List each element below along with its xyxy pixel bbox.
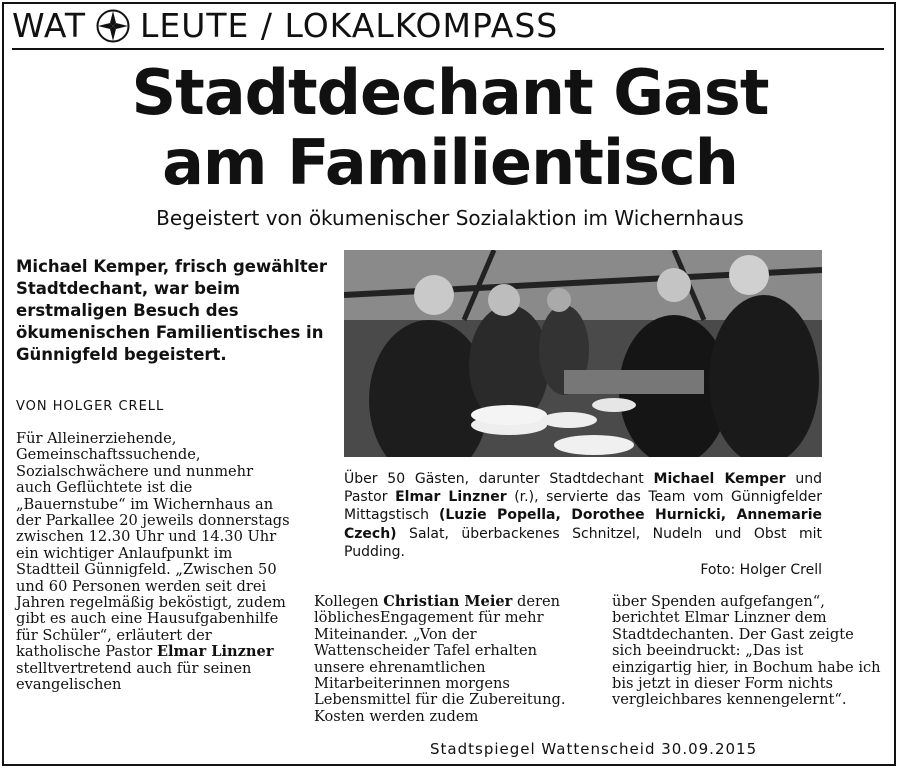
article-photo (344, 250, 822, 457)
headline-line-1: Stadtdechant Gast (131, 56, 769, 129)
subheadline: Begeistert von ökumenischer Sozialaktion im Wichernhaus (156, 206, 744, 230)
caption-person-names: (Luzie Popella, Dorothee Hurnicki, Annemarie Czech) (344, 507, 822, 542)
caption-text: und Pastor (344, 471, 822, 506)
photo-illustration (344, 250, 822, 457)
person-name: Elmar Linzner (156, 643, 274, 661)
section-header (12, 6, 884, 50)
lead-paragraph: Michael Kemper, frisch gewählter Stadtdechant, war beim erstmaligen Besuch des ökumenischen Familientisches in Günnigfeld begeistert. (16, 257, 327, 364)
photo-credit: Foto: Holger Crell (700, 562, 822, 579)
section-kicker (12, 6, 558, 46)
photo-caption (344, 470, 822, 579)
caption-text: Salat, überbackenes Schnitzel, Nudeln und Obst mit Pudding. (344, 525, 822, 560)
author-byline: VON HOLGER CRELL (16, 399, 165, 414)
caption-person-name: Michael Kemper (653, 471, 786, 487)
body-text: stelltvertretend auch für seinen evangelischen (16, 659, 252, 694)
headline (20, 58, 880, 198)
body-column-2 (314, 594, 582, 725)
caption-text: Über 50 Gästen, darunter Stadtdechant (344, 471, 654, 487)
kicker-right: LEUTE / LOKALKOMPASS (140, 6, 559, 45)
body-text: Kollegen (314, 593, 384, 610)
body-column-1 (16, 431, 293, 694)
source-footer: Stadtspiegel Wattenscheid 30.09.2015 (430, 740, 758, 758)
body-text: Für Alleinerziehende, Gemeinschaftssuchende, Sozialschwächere und nunmehr auch Geflüchtete ist die „Bauernstube“ im Wichernhaus an der Parkallee 20 jeweils donnerstags zwischen 12.30 Uhr und 14.30 Uhr ein wichtiger Anlaufpunkt im Stadtteil Günnigfeld. „Zwischen 50 und 60 Personen werden seit drei Jahren regelmäßig beköstigt, zudem gibt es auch eine Hausufgabenhilfe für Schüler“, erläutert der katholische Pastor (16, 430, 290, 661)
caption-person-name: Elmar Linzner (395, 489, 507, 506)
body-text: deren löblichesEngagement für mehr Miteinander. „Von der Wattenscheider Tafel erhalten unsere ehrenamtlichen Mitarbeiterinnen morgens Lebensmittel für die Zubereitung. Kosten werden zudem (314, 593, 566, 725)
person-name: Christian Meier (383, 593, 513, 610)
caption-text: (r.), servierte das Team vom Günnigfelder Mittagstisch (344, 489, 822, 524)
kicker-left: WAT (12, 6, 86, 45)
headline-line-2: am Familientisch (162, 126, 738, 199)
body-column-3: über Spenden aufgefangen“, berichtet Elmar Linzner dem Stadtdechanten. Der Gast zeigte sich beeindruckt: „Das ist einzigartig hier, in Bochum habe ich bis jetzt in dieser Form nichts vergleichbares kennengelernt“. (612, 593, 881, 709)
compass-icon (96, 9, 130, 43)
